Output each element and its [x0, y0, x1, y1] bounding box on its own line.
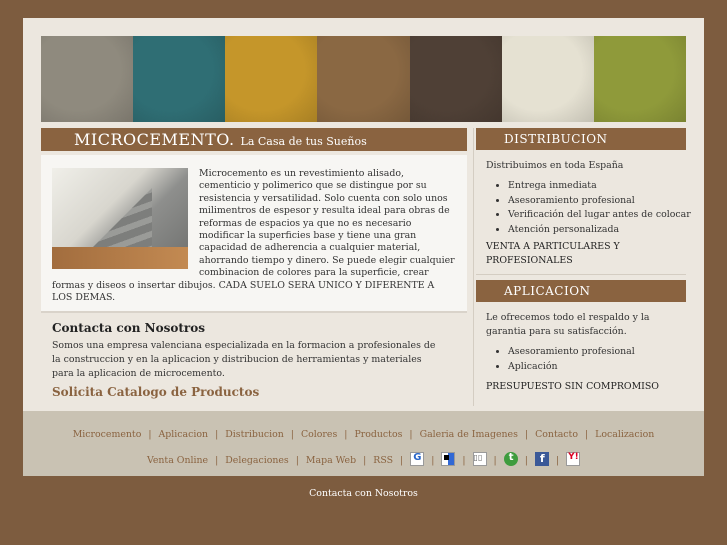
nav-separator: |: [344, 429, 348, 440]
contact-heading: Contacta con Nosotros: [52, 321, 205, 335]
nav-productos[interactable]: Productos: [354, 429, 403, 440]
footer-nav-row-2: [23, 452, 704, 466]
nav-separator: |: [148, 429, 152, 440]
google-icon[interactable]: [410, 452, 424, 466]
swatch-olive: [594, 36, 686, 122]
column-divider: [473, 128, 474, 406]
list-item: • Entrega inmediata: [508, 179, 691, 194]
nav-localizacion[interactable]: Localizacion: [595, 429, 655, 440]
swatch-brown: [317, 36, 409, 122]
footer-nav-row-1: [23, 429, 704, 440]
page-title-bar: [41, 128, 467, 151]
aplicacion-heading: [476, 280, 686, 302]
nav-separator: |: [524, 455, 528, 466]
nav-separator: |: [493, 455, 497, 466]
list-item: • Aplicación: [508, 360, 635, 375]
swatch-dark-brown: [410, 36, 502, 122]
aplicacion-list: [486, 345, 635, 374]
nav-separator: |: [295, 455, 299, 466]
swatch-cream: [502, 36, 594, 122]
distribucion-highlight: VENTA A PARTICULARES Y PROFESIONALES: [486, 241, 620, 266]
aplicacion-highlight: PRESUPUESTO SIN COMPROMISO: [486, 381, 659, 392]
page-container: [23, 18, 704, 476]
catalog-request-link[interactable]: Solicita Catalogo de Productos: [52, 385, 260, 399]
sidebar-separator: [476, 274, 686, 275]
nav-separator: |: [215, 429, 219, 440]
nav-separator: |: [409, 429, 413, 440]
footer-nav-band: [23, 411, 704, 476]
aplicacion-title: APLICACION: [504, 284, 591, 298]
nav-contacto[interactable]: Contacto: [535, 429, 578, 440]
nav-separator: |: [215, 455, 219, 466]
site-title: MICROCEMENTO.: [74, 130, 235, 149]
list-item: • Atención personalizada: [508, 223, 691, 238]
technorati-icon[interactable]: [504, 452, 518, 466]
bottom-contact-link[interactable]: Contacta con Nosotros: [309, 488, 418, 499]
nav-mapa-web[interactable]: Mapa Web: [305, 455, 357, 466]
distribucion-intro: Distribuimos en toda España: [486, 160, 624, 171]
nav-colores[interactable]: Colores: [300, 429, 338, 440]
distribucion-list: [486, 179, 691, 237]
nav-venta-online[interactable]: Venta Online: [146, 455, 209, 466]
nav-separator: |: [524, 429, 529, 440]
distribucion-heading: [476, 128, 686, 150]
list-item: • Asesoramiento profesional: [508, 345, 635, 360]
nav-separator: |: [462, 455, 466, 466]
nav-separator: |: [400, 455, 404, 466]
photo-spacer: [52, 168, 188, 269]
nav-separator: |: [290, 429, 294, 440]
nav-rss[interactable]: RSS: [373, 455, 394, 466]
nav-separator: |: [555, 455, 560, 466]
nav-distribucion[interactable]: Distribucion: [225, 429, 284, 440]
nav-separator: |: [363, 455, 367, 466]
nav-delegaciones[interactable]: Delegaciones: [225, 455, 289, 466]
aplicacion-intro: Le ofrecemos todo el respaldo y la garantia para su satisfacción.: [486, 312, 650, 337]
intro-article: [41, 155, 467, 313]
delicious-icon[interactable]: [441, 452, 455, 466]
distribucion-title: DISTRIBUCION: [504, 132, 608, 146]
swatch-teal: [133, 36, 225, 122]
facebook-icon[interactable]: [535, 452, 549, 466]
swatch-ochre: [225, 36, 317, 122]
site-subtitle: La Casa de tus Sueños: [240, 135, 367, 148]
list-item: • Asesoramiento profesional: [508, 194, 691, 209]
nav-aplicacion[interactable]: Aplicacion: [158, 429, 209, 440]
contact-description: Somos una empresa valenciana especializada en la formacion a profesionales de la construccion y en la aplicacion y distribucion de herramientas y materiales para la aplicacion de microcemento.: [52, 340, 436, 379]
nav-galeria[interactable]: Galeria de Imagenes: [419, 429, 518, 440]
article-body: Microcemento es un revestimiento alisado, cementicio y polimerico que se distingue por su resistencia y versatilidad. Solo cuenta con solo unos milimentros de espesor y resulta ideal para obras de reformas de espacios ya que no es necesario modificar la superficies base y tiene una gran capacidad de adherencia a cualquier material, ahorrando tiempo y dinero. Se puede elegir cualquier combinacion de colores para la superficie, crear formas y diseos o insertar dibujos. CADA SUELO SERA UNICO Y DIFERENTE A LOS DEMAS.: [52, 168, 455, 304]
color-swatch-banner: [41, 36, 686, 122]
nav-separator: |: [584, 429, 589, 440]
yahoo-icon[interactable]: [566, 452, 580, 466]
nav-separator: |: [431, 455, 435, 466]
nav-microcemento[interactable]: Microcemento: [72, 429, 142, 440]
myspace-icon[interactable]: [473, 452, 487, 466]
article-text-wrap: [52, 168, 455, 304]
list-item: • Verificación del lugar antes de colocar: [508, 208, 691, 223]
swatch-grey: [41, 36, 133, 122]
